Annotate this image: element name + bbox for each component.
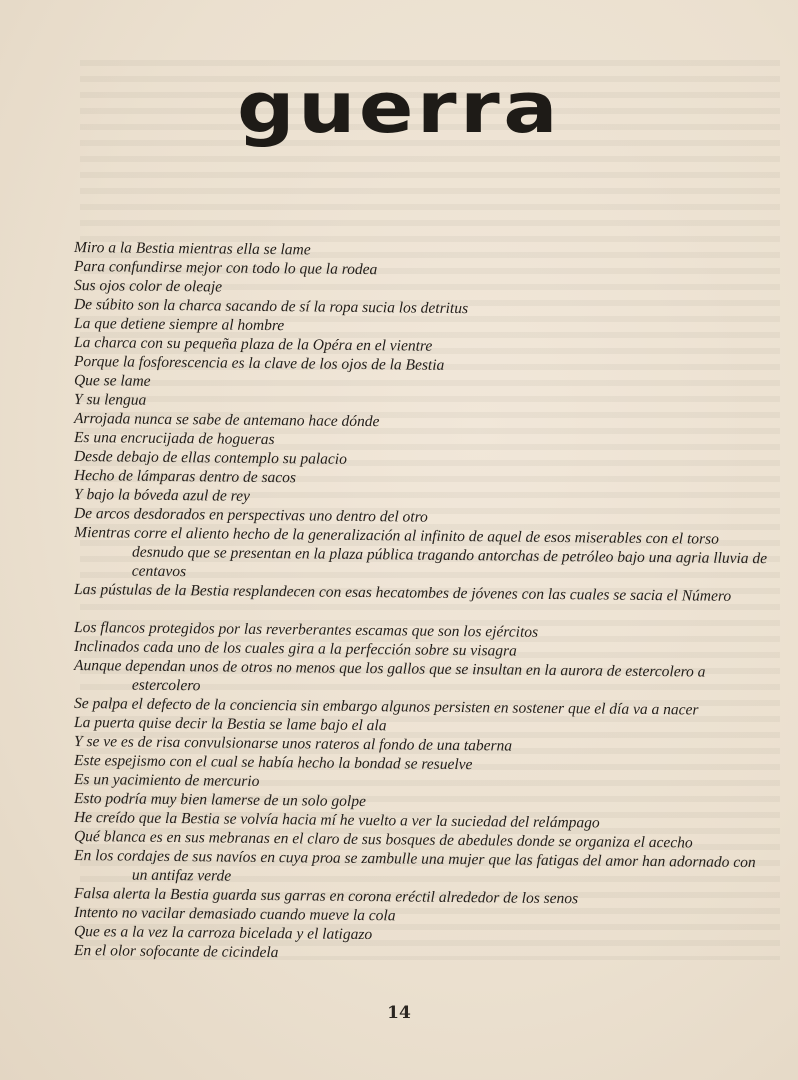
poem-line: La charca con su pequeña plaza de la Opéra en el vientre [73,334,433,355]
poem-line: Intento no vacilar demasiado cuando mueve la cola [73,904,396,925]
poem-line: Mientras corre el aliento hecho de la generalización al infinito de aquel de esos miserables con el torso desnudo que se presentan en la plaza pública tragando antorchas de petróleo bajo una agria lluvia de centavos [74,524,768,581]
poem-title: guerra [237,67,561,149]
poem-line: Es un yacimiento de mercurio [73,771,260,790]
poem-line: En el olor sofocante de cicindela [73,942,279,962]
poem-line: Porque la fosforescencia es la clave de los ojos de la Bestia [73,353,445,374]
poem-line: Qué blanca es en sus mebranas en el claro de sus bosques de abedules donde se organiza el acecho [73,828,693,852]
poem-body [74,238,774,960]
poem-line: Las pústulas de la Bestia resplandecen con esas hecatombes de jóvenes con las cuales se sacia el Número [74,581,732,605]
poem-line: De súbito son la charca sacando de sí la ropa sucia los detritus [73,296,469,318]
poem-line: Aunque dependan unos de otros no menos que los gallos que se insultan en la aurora de estercolero a estercolero [74,657,706,695]
poem-line: Es una encrucijada de hogueras [73,429,275,449]
poem-line: La puerta quise decir la Bestia se lame bajo el ala [73,714,387,735]
poem-line: Que es a la vez la carroza bicelada y el latigazo [73,923,373,944]
poem-line: Que se lame [73,372,151,390]
poem-line: Sus ojos color de oleaje [73,277,223,296]
poem-line: He creído que la Bestia se volvía hacia mí he vuelto a ver la suciedad del relámpago [73,809,600,832]
poem-line: Este espejismo con el cual se había hecho la bondad se resuelve [73,752,473,774]
poem-line: En los cordajes de sus navíos en cuya proa se zambulle una mujer que las fatigas del amor han adornado con un antifaz verde [74,847,756,885]
poem-line: De arcos desdorados en perspectivas uno dentro del otro [73,505,428,526]
poem-line: Inclinados cada uno de los cuales gira a la perfección sobre su visagra [73,638,517,660]
page-number: 14 [387,1003,411,1023]
poem-line: Y se ve es de risa convulsionarse unos rateros al fondo de una taberna [73,733,513,755]
poem-line: Los flancos protegidos por las reverberantes escamas que son los ejércitos [73,619,539,641]
poem-line: Falsa alerta la Bestia guarda sus garras en corona eréctil alrededor de los senos [73,885,579,908]
poem-line: Se palpa el defecto de la conciencia sin embargo algunos persisten en sostener que el día va a nacer [73,695,699,719]
poem-line: La que detiene siempre al hombre [73,315,285,335]
poem-line: Para confundirse mejor con todo lo que la rodea [73,258,378,279]
poem-line: Hecho de lámparas dentro de sacos [73,467,297,487]
poem-line: Miro a la Bestia mientras ella se lame [73,239,311,259]
poem-line: Y bajo la bóveda azul de rey [73,486,251,505]
poem-line: Desde debajo de ellas contemplo su palacio [73,448,347,468]
poem-line: Esto podría muy bien lamerse de un solo golpe [73,790,366,811]
poem-line: Y su lengua [73,391,147,409]
poem-line: Arrojada nunca se sabe de antemano hace dónde [73,410,380,431]
